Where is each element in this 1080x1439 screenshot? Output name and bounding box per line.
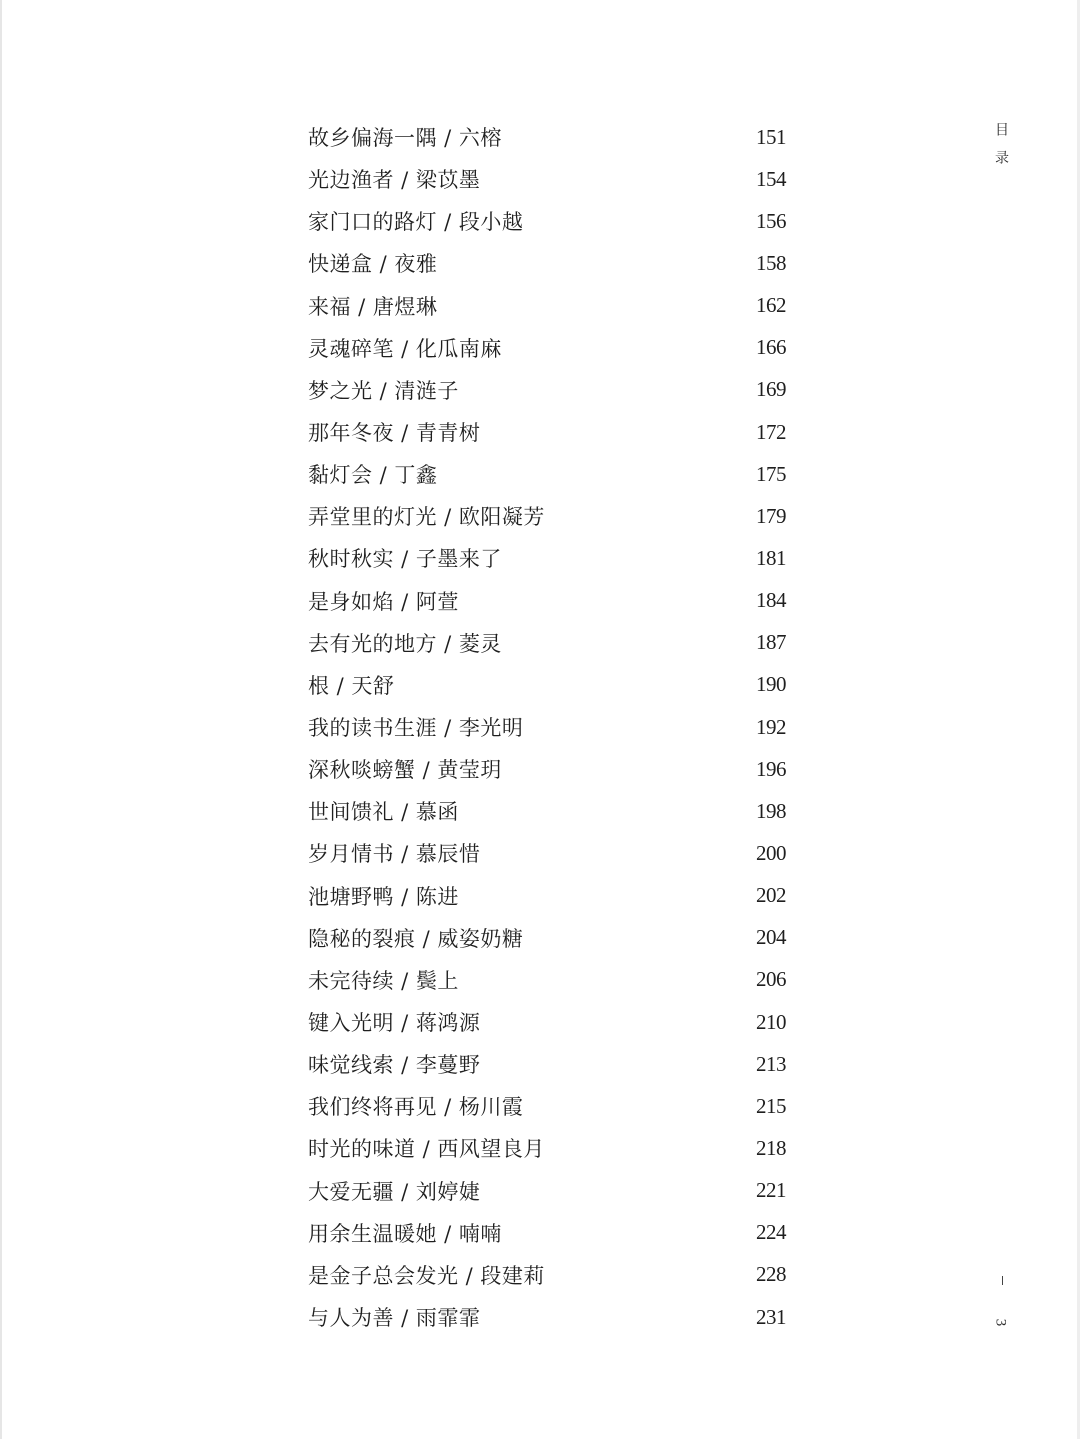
toc-entry-page: 192	[756, 714, 786, 739]
toc-entry[interactable]	[308, 1127, 786, 1169]
toc-entry[interactable]	[308, 1296, 786, 1338]
toc-entry-title: 故乡偏海一隅 / 六榕	[308, 126, 502, 151]
toc-entry[interactable]	[308, 959, 786, 1001]
toc-entry-title: 池塘野鸭 / 陈进	[308, 884, 459, 909]
toc-entry-page: 169	[756, 377, 786, 402]
toc-entry-title: 来福 / 唐煜琳	[308, 294, 438, 319]
toc-entry-title: 快递盒 / 夜雅	[308, 252, 438, 277]
toc-entry-page: 221	[756, 1178, 786, 1203]
toc-entry[interactable]	[308, 748, 786, 790]
toc-entry-page: 206	[756, 967, 786, 992]
toc-entry-title: 大爱无疆 / 刘婷婕	[308, 1179, 481, 1204]
toc-entry-title: 岁月情书 / 慕辰惜	[308, 842, 481, 867]
toc-entry-page: 166	[756, 335, 786, 360]
toc-entry[interactable]	[308, 158, 786, 200]
section-label: 目录	[993, 122, 1009, 178]
toc-entry-title: 用余生温暖她 / 喃喃	[308, 1221, 502, 1246]
toc-entry-page: 179	[756, 503, 786, 528]
toc-entry[interactable]	[308, 537, 786, 579]
toc-entry-page: 156	[756, 208, 786, 233]
toc-entry-title: 梦之光 / 清涟子	[308, 378, 459, 403]
toc-entry[interactable]	[308, 1085, 786, 1127]
toc-entry-page: 184	[756, 588, 786, 613]
toc-entry-page: 204	[756, 925, 786, 950]
toc-entry-page: 231	[756, 1304, 786, 1329]
toc-entry[interactable]	[308, 1212, 786, 1254]
toc-entry[interactable]	[308, 706, 786, 748]
toc-entry-page: 162	[756, 293, 786, 318]
toc-entry[interactable]	[308, 116, 786, 158]
toc-entry[interactable]	[308, 242, 786, 284]
toc-entry[interactable]	[308, 790, 786, 832]
toc-entry-page: 181	[756, 545, 786, 570]
toc-entry[interactable]	[308, 1170, 786, 1212]
toc-entry-title: 隐秘的裂痕 / 威姿奶糖	[308, 926, 524, 951]
toc-entry[interactable]	[308, 664, 786, 706]
toc-entry[interactable]	[308, 327, 786, 369]
toc-entry[interactable]	[308, 917, 786, 959]
toc-entry-title: 未完待续 / 鬓上	[308, 968, 459, 993]
toc-entry-page: 215	[756, 1093, 786, 1118]
toc-entry-title: 键入光明 / 蒋鸿源	[308, 1011, 481, 1036]
page-edge-left	[0, 0, 2, 1439]
toc-entry[interactable]	[308, 622, 786, 664]
toc-entry[interactable]	[308, 1001, 786, 1043]
toc-entry-page: 202	[756, 883, 786, 908]
folio-page-number: 3	[992, 1318, 1009, 1327]
toc-entry-title: 是金子总会发光 / 段建莉	[308, 1263, 545, 1288]
toc-entry-page: 210	[756, 1009, 786, 1034]
toc-entry[interactable]	[308, 285, 786, 327]
toc-entry-page: 196	[756, 756, 786, 781]
toc-entry[interactable]	[308, 1043, 786, 1085]
toc-entry[interactable]	[308, 411, 786, 453]
toc-entry-title: 去有光的地方 / 菱灵	[308, 631, 502, 656]
toc-entry[interactable]	[308, 580, 786, 622]
toc-entry-page: 158	[756, 250, 786, 275]
toc-entry-title: 弄堂里的灯光 / 欧阳凝芳	[308, 505, 545, 530]
toc-entry-title: 世间馈礼 / 慕函	[308, 800, 459, 825]
toc-entry-title: 根 / 天舒	[308, 673, 395, 698]
toc-entry-title: 家门口的路灯 / 段小越	[308, 210, 524, 235]
toc-entry-page: 200	[756, 840, 786, 865]
folio-dash	[1002, 1276, 1003, 1285]
toc-entry[interactable]	[308, 453, 786, 495]
toc-entry-title: 那年冬夜 / 青青树	[308, 421, 481, 446]
toc-entry-page: 187	[756, 630, 786, 655]
toc-entry-title: 我的读书生涯 / 李光明	[308, 716, 524, 741]
toc-entry-page: 198	[756, 798, 786, 823]
toc-entry[interactable]	[308, 369, 786, 411]
toc-entry-title: 与人为善 / 雨霏霏	[308, 1306, 481, 1330]
toc-entry-page: 213	[756, 1051, 786, 1076]
toc-entry-title: 我们终将再见 / 杨川霞	[308, 1095, 524, 1120]
toc-entry-title: 光边渔者 / 梁苡墨	[308, 168, 481, 193]
toc-entry-page: 172	[756, 419, 786, 444]
toc-entry-title: 时光的味道 / 西风望良月	[308, 1137, 545, 1162]
toc-entry-title: 味觉线索 / 李蔓野	[308, 1053, 481, 1078]
toc-entry-page: 224	[756, 1220, 786, 1245]
toc-entry-title: 黏灯会 / 丁鑫	[308, 463, 438, 488]
toc-entry[interactable]	[308, 1254, 786, 1296]
toc-entry-page: 228	[756, 1262, 786, 1287]
toc-entry-page: 190	[756, 672, 786, 697]
toc-entry-title: 是身如焰 / 阿萱	[308, 589, 459, 614]
toc-entry-title: 深秋啖螃蟹 / 黄莹玥	[308, 758, 502, 783]
table-of-contents	[308, 116, 786, 1338]
toc-entry[interactable]	[308, 200, 786, 242]
toc-entry-page: 175	[756, 461, 786, 486]
toc-entry-title: 灵魂碎笔 / 化瓜南麻	[308, 336, 502, 361]
toc-entry[interactable]	[308, 875, 786, 917]
toc-entry-title: 秋时秋实 / 子墨来了	[308, 547, 502, 572]
toc-entry-page: 154	[756, 166, 786, 191]
toc-entry[interactable]	[308, 495, 786, 537]
toc-entry-page: 218	[756, 1135, 786, 1160]
toc-entry-page: 151	[756, 124, 786, 149]
toc-entry[interactable]	[308, 832, 786, 874]
